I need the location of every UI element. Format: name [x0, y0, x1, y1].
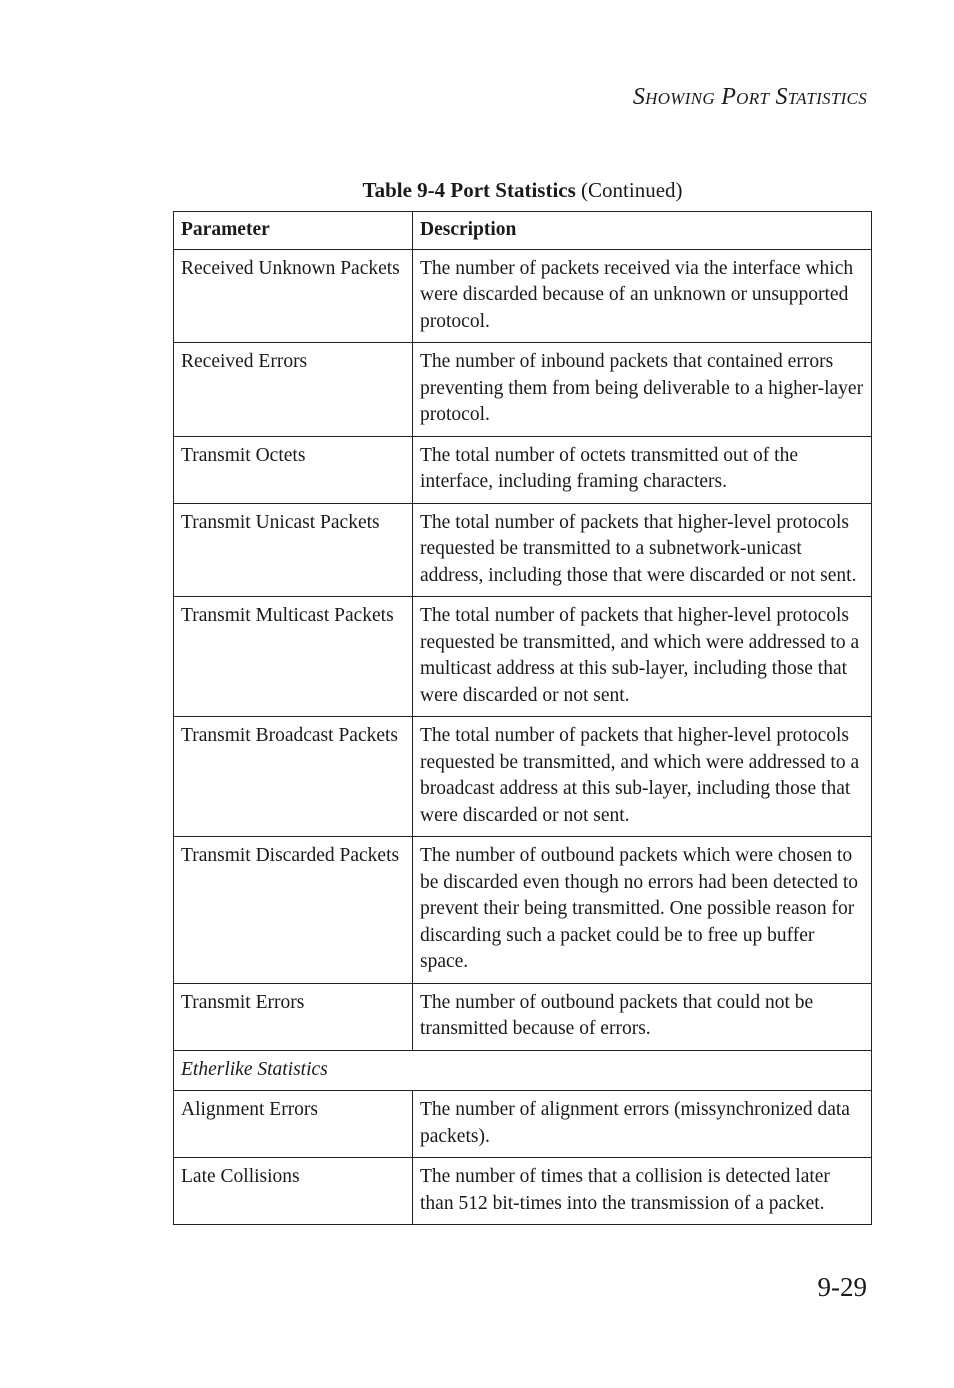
description-cell: The number of outbound packets that could not be transmitted because of errors.	[413, 983, 872, 1050]
table-caption	[174, 178, 871, 203]
column-header-description: Description	[413, 212, 872, 250]
table-row	[174, 249, 872, 343]
running-header: Showing Port Statistics	[632, 84, 867, 110]
parameter-cell: Transmit Unicast Packets	[174, 503, 413, 597]
table-row	[174, 436, 872, 503]
description-cell: The number of times that a collision is detected later than 512 bit-times into the transmission of a packet.	[413, 1158, 872, 1225]
parameter-cell: Alignment Errors	[174, 1091, 413, 1158]
page-number: 9-29	[817, 1272, 867, 1302]
table-row	[174, 1091, 872, 1158]
parameter-cell: Transmit Broadcast Packets	[174, 717, 413, 837]
column-header-parameter: Parameter	[174, 212, 413, 250]
parameter-cell: Transmit Errors	[174, 983, 413, 1050]
section-heading-etherlike: Etherlike Statistics	[174, 1050, 872, 1091]
table-row	[174, 597, 872, 717]
description-cell: The number of packets received via the interface which were discarded because of an unknown or unsupported protocol.	[413, 249, 872, 343]
caption-label: Table 9-4 Port Statistics	[362, 178, 576, 202]
parameter-cell: Transmit Discarded Packets	[174, 837, 413, 984]
description-cell: The total number of packets that higher-level protocols requested be transmitted to a subnetwork-unicast address, including those that were discarded or not sent.	[413, 503, 872, 597]
description-cell: The number of inbound packets that contained errors preventing them from being deliverable to a higher-layer protocol.	[413, 343, 872, 437]
parameter-cell: Transmit Multicast Packets	[174, 597, 413, 717]
table-row	[174, 1158, 872, 1225]
description-cell: The total number of packets that higher-level protocols requested be transmitted, and which were addressed to a multicast address at this sub-layer, including those that were discarded or not sent.	[413, 597, 872, 717]
table-row	[174, 717, 872, 837]
description-cell: The number of outbound packets which were chosen to be discarded even though no errors had been detected to prevent their being transmitted. One possible reason for discarding such a packet could be to free up buffer space.	[413, 837, 872, 984]
section-row	[174, 1050, 872, 1091]
parameter-cell: Received Errors	[174, 343, 413, 437]
table-row	[174, 343, 872, 437]
table-row	[174, 503, 872, 597]
parameter-cell: Transmit Octets	[174, 436, 413, 503]
description-cell: The total number of packets that higher-level protocols requested be transmitted, and which were addressed to a broadcast address at this sub-layer, including those that were discarded or not sent.	[413, 717, 872, 837]
caption-suffix: (Continued)	[575, 178, 683, 202]
table-header-row	[174, 212, 872, 250]
table-row	[174, 983, 872, 1050]
table-row	[174, 837, 872, 984]
parameter-cell: Late Collisions	[174, 1158, 413, 1225]
parameter-cell: Received Unknown Packets	[174, 249, 413, 343]
description-cell: The total number of octets transmitted out of the interface, including framing characters.	[413, 436, 872, 503]
description-cell: The number of alignment errors (missynchronized data packets).	[413, 1091, 872, 1158]
port-statistics-table	[173, 211, 872, 1225]
